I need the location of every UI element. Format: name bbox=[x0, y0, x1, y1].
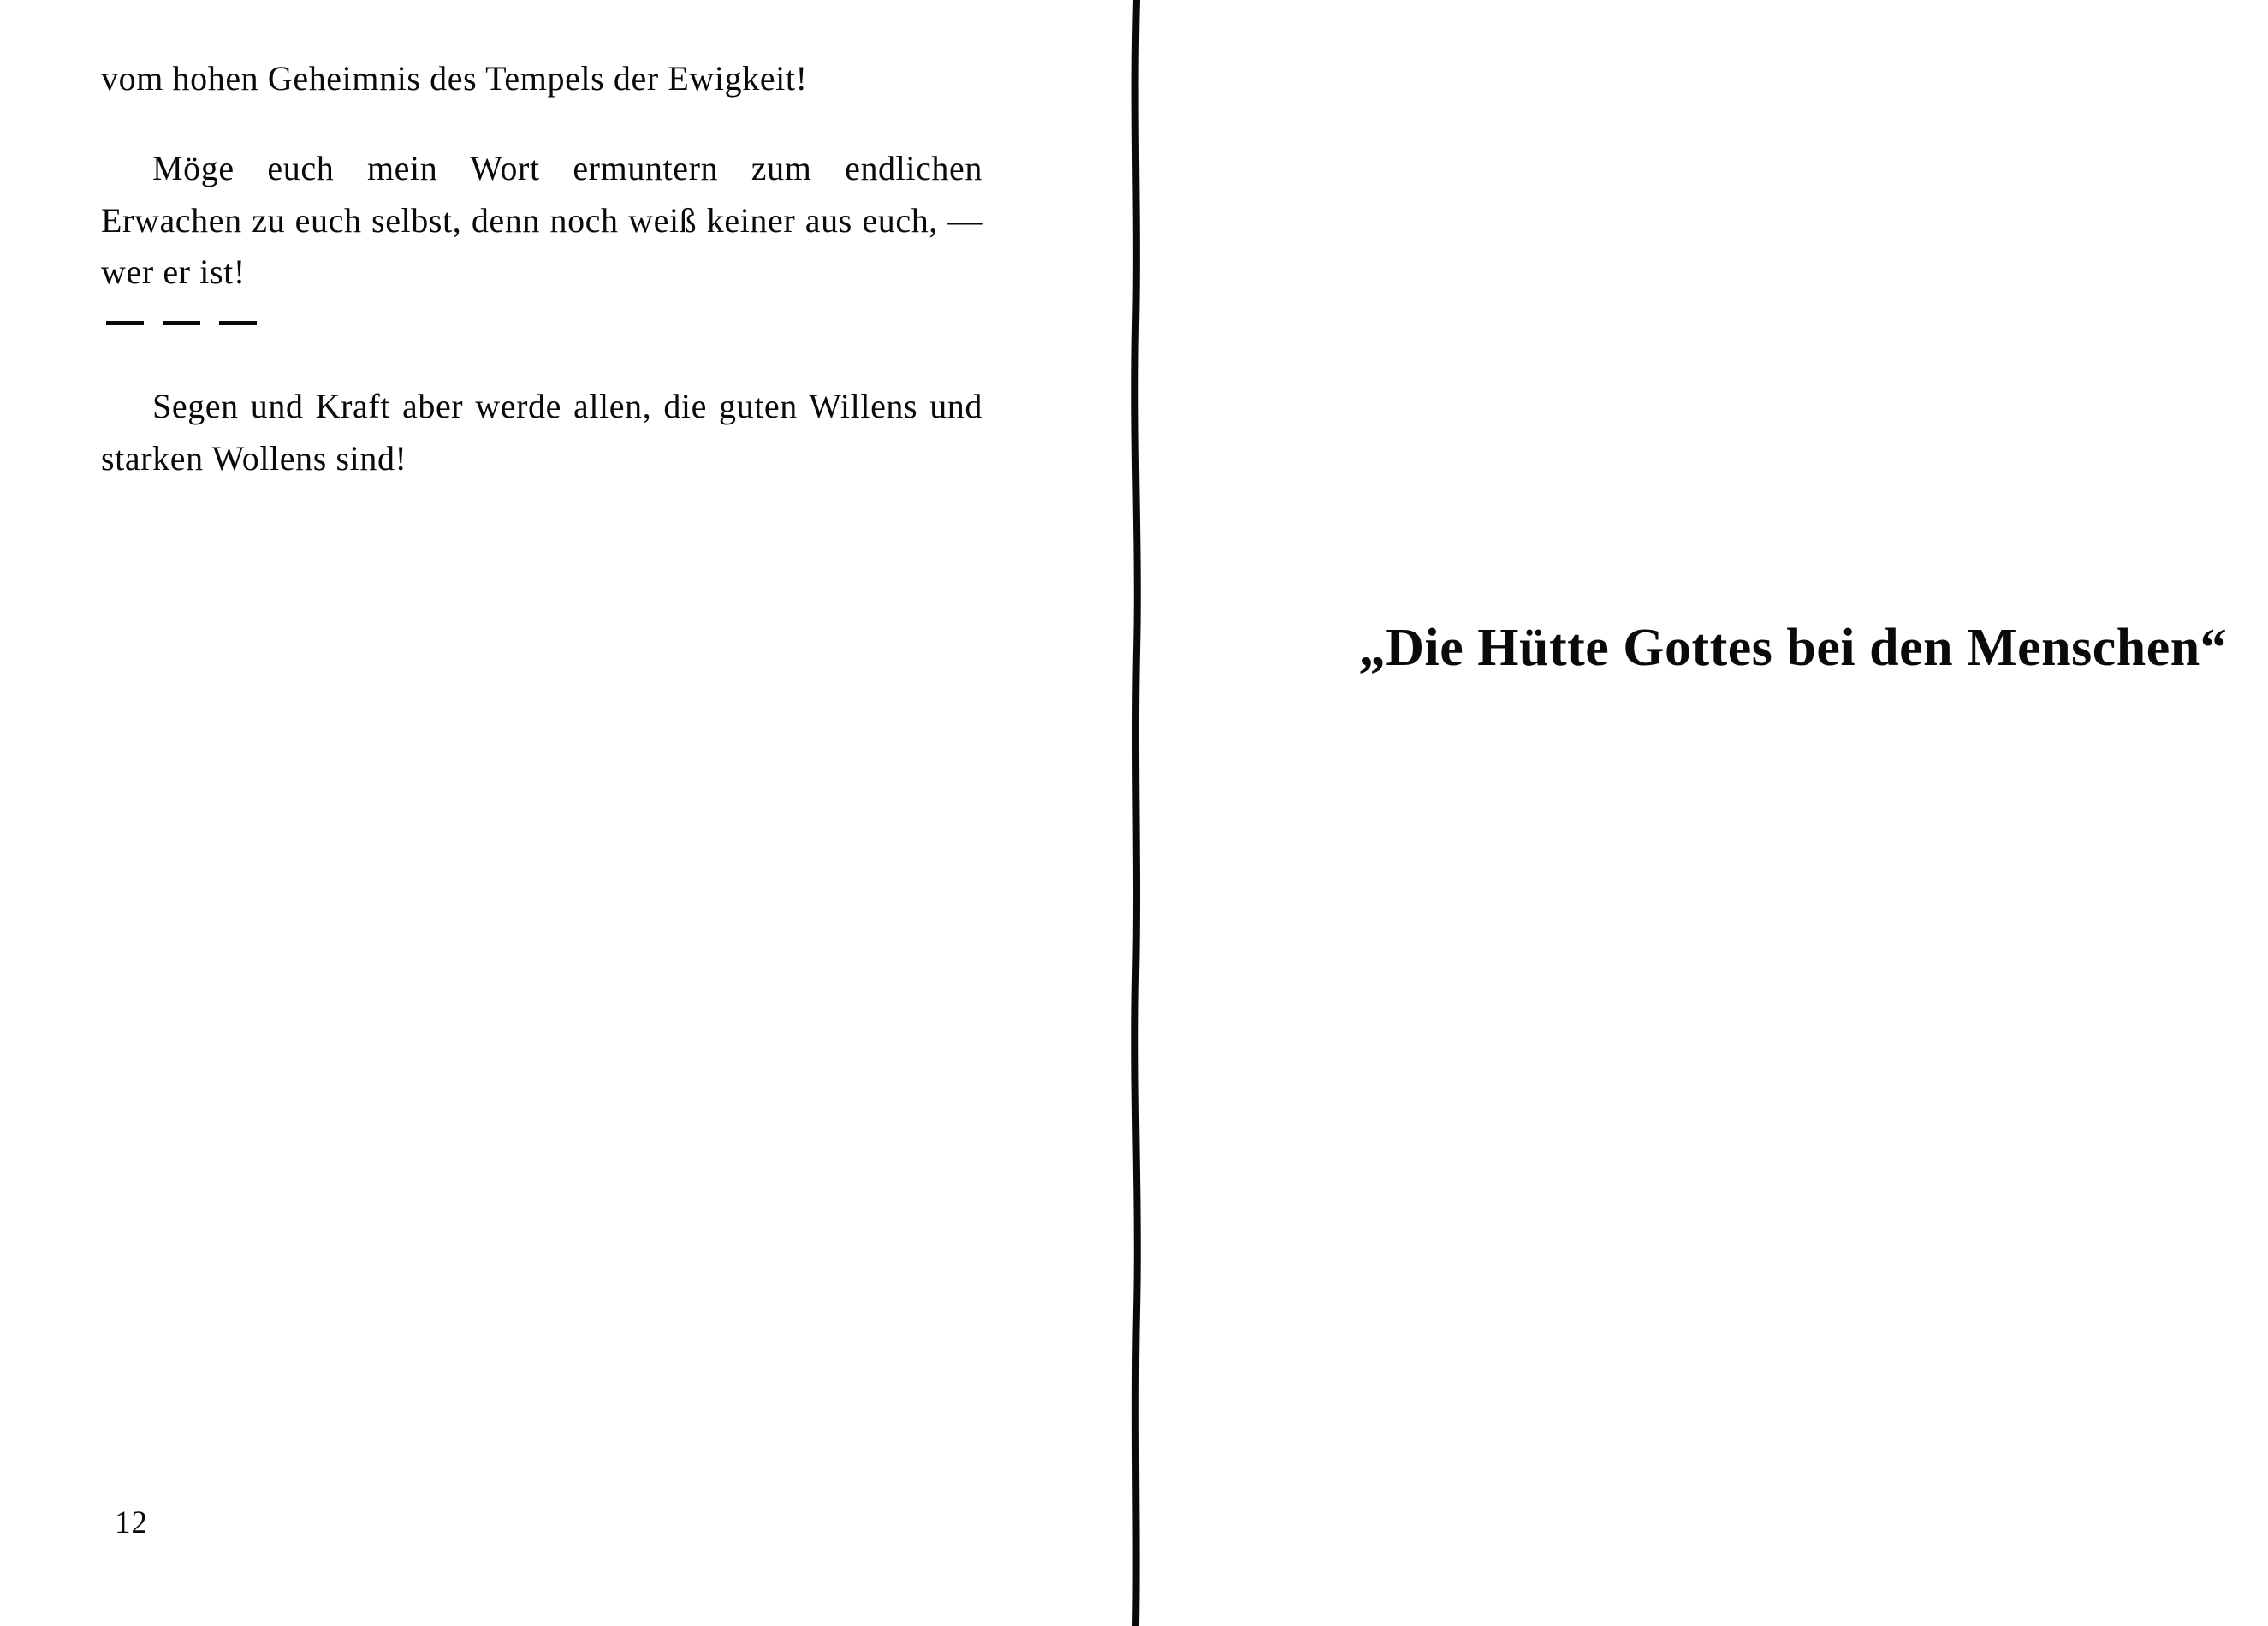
paragraph-three: Segen und Kraft aber werde allen, die guten Willens und starken Wollens sind! bbox=[101, 387, 983, 478]
dash-segment-1 bbox=[106, 321, 144, 325]
book-gutter bbox=[1104, 0, 1164, 1626]
dash-separator bbox=[106, 314, 274, 331]
paragraph-two: Möge euch mein Wort ermuntern zum endlichen Erwachen zu euch selbst, denn noch weiß keiner aus euch, — wer er ist! bbox=[101, 148, 983, 292]
left-page bbox=[0, 0, 1104, 1626]
right-page bbox=[1164, 0, 2268, 1626]
dash-segment-2 bbox=[163, 321, 200, 325]
page-number: 12 bbox=[115, 1505, 148, 1540]
binding-shadow-icon bbox=[1104, 0, 1164, 1626]
dash-segment-3 bbox=[219, 321, 257, 325]
chapter-title: „Die Hütte Gottes bei den Menschen“ bbox=[1358, 618, 2228, 677]
left-page-text-block bbox=[101, 53, 991, 485]
paragraph-continuation: vom hohen Geheimnis des Tempels der Ewigkeit! bbox=[101, 59, 808, 98]
